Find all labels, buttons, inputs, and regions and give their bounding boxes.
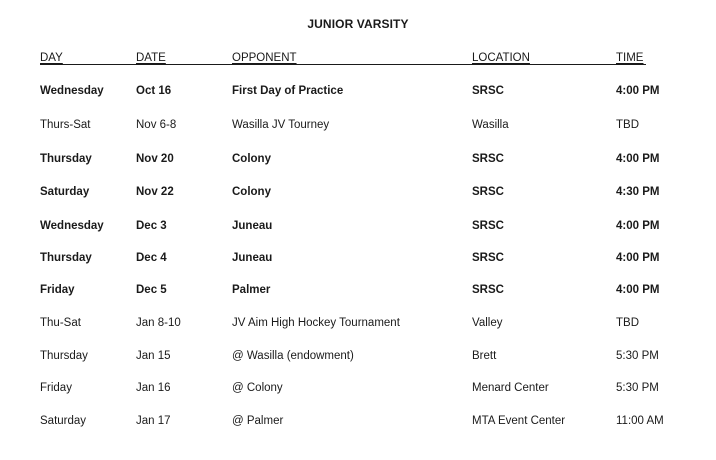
cell-day: Thu-Sat [40, 317, 81, 329]
table-row [0, 317, 716, 333]
cell-opponent: Juneau [232, 252, 273, 264]
cell-opponent: Juneau [232, 220, 273, 232]
table-row [0, 119, 716, 135]
cell-day: Saturday [40, 186, 90, 198]
cell-day: Thursday [40, 252, 92, 264]
cell-opponent: @ Wasilla (endowment) [232, 350, 354, 362]
cell-day: Friday [40, 382, 72, 394]
table-row [0, 220, 716, 236]
cell-date: Oct 16 [136, 85, 172, 97]
cell-date: Nov 20 [136, 153, 174, 165]
cell-time: 4:30 PM [616, 186, 660, 198]
cell-day: Thursday [40, 350, 88, 362]
header-opponent: OPPONENT [232, 52, 297, 64]
cell-opponent: Colony [232, 186, 271, 198]
cell-date: Dec 3 [136, 220, 167, 232]
table-row [0, 382, 716, 398]
cell-time: 5:30 PM [616, 382, 659, 394]
header-day: DAY [40, 52, 63, 64]
cell-time: 4:00 PM [616, 153, 660, 165]
header-time: TIME [616, 52, 644, 64]
cell-day: Wednesday [40, 85, 104, 97]
cell-time: TBD [616, 119, 639, 131]
schedule-title: JUNIOR VARSITY [307, 17, 409, 31]
cell-date: Dec 5 [136, 284, 167, 296]
cell-opponent: Palmer [232, 284, 271, 296]
cell-location: SRSC [472, 284, 504, 296]
cell-location: SRSC [472, 186, 504, 198]
cell-date: Jan 17 [136, 415, 171, 427]
cell-day: Wednesday [40, 220, 104, 232]
cell-date: Jan 15 [136, 350, 171, 362]
cell-date: Dec 4 [136, 252, 167, 264]
cell-day: Thursday [40, 153, 92, 165]
cell-date: Jan 16 [136, 382, 171, 394]
cell-location: MTA Event Center [472, 415, 566, 427]
cell-date: Nov 22 [136, 186, 174, 198]
cell-time: 11:00 AM [616, 415, 664, 427]
cell-location: SRSC [472, 85, 504, 97]
cell-location: SRSC [472, 252, 504, 264]
cell-time: TBD [616, 317, 639, 329]
table-row [0, 415, 716, 431]
cell-opponent: First Day of Practice [232, 85, 344, 97]
cell-date: Nov 6-8 [136, 119, 177, 131]
cell-time: 4:00 PM [616, 220, 660, 232]
header-date: DATE [136, 52, 166, 64]
table-row [0, 85, 716, 101]
cell-location: Valley [472, 317, 503, 329]
cell-time: 4:00 PM [616, 85, 660, 97]
cell-date: Jan 8-10 [136, 317, 181, 329]
table-row [0, 284, 716, 300]
table-row [0, 153, 716, 169]
table-row [0, 252, 716, 268]
cell-location: SRSC [472, 220, 504, 232]
cell-location: Menard Center [472, 382, 549, 394]
cell-day: Thurs-Sat [40, 119, 91, 131]
cell-day: Saturday [40, 415, 87, 427]
table-row [0, 186, 716, 202]
cell-opponent: @ Palmer [232, 415, 284, 427]
cell-time: 4:00 PM [616, 284, 660, 296]
cell-opponent: @ Colony [232, 382, 283, 394]
header-location: LOCATION [472, 52, 530, 64]
cell-time: 4:00 PM [616, 252, 660, 264]
cell-time: 5:30 PM [616, 350, 659, 362]
cell-opponent: Wasilla JV Tourney [232, 119, 330, 131]
cell-opponent: JV Aim High Hockey Tournament [232, 317, 400, 329]
header-divider [40, 64, 646, 65]
cell-opponent: Colony [232, 153, 271, 165]
cell-day: Friday [40, 284, 75, 296]
cell-location: Brett [472, 350, 497, 362]
cell-location: SRSC [472, 153, 504, 165]
table-row [0, 350, 716, 366]
cell-location: Wasilla [472, 119, 509, 131]
